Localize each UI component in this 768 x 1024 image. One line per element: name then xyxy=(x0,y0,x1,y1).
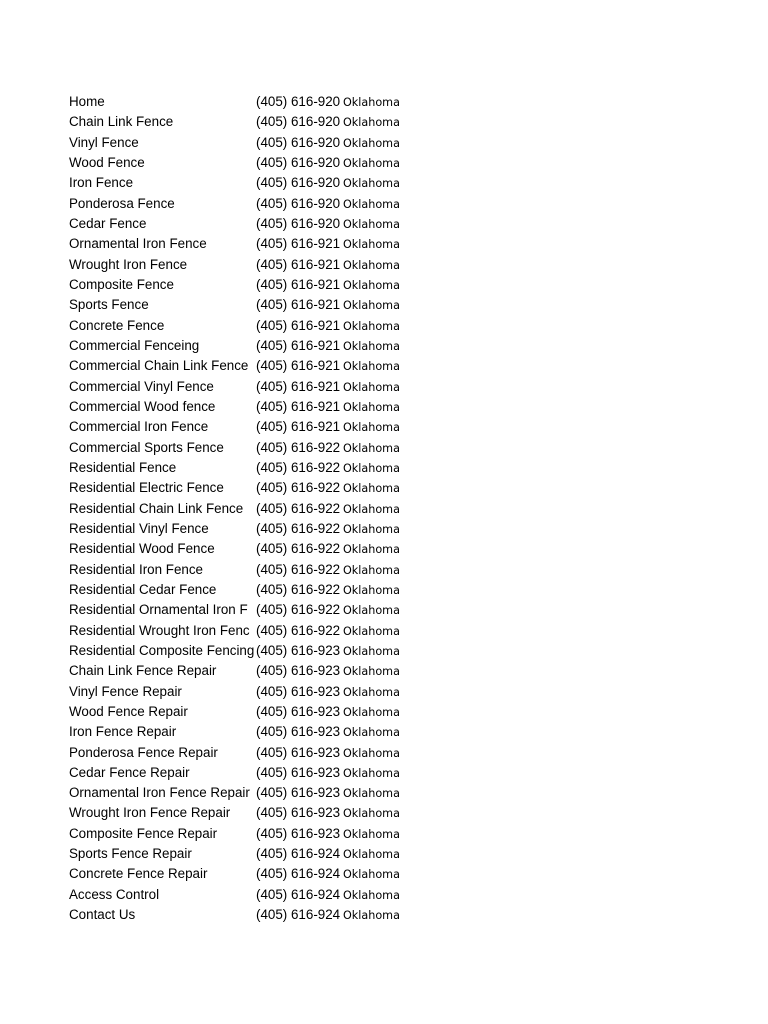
phone-cell: (405) 616-921 xyxy=(256,398,341,414)
service-name-cell: Ponderosa Fence Repair xyxy=(69,744,218,760)
phone-cell: (405) 616-922 xyxy=(256,500,341,516)
phone-cell: (405) 616-922 xyxy=(256,520,341,536)
state-cell: Oklahoma xyxy=(343,197,400,211)
service-name-cell: Cedar Fence xyxy=(69,215,147,231)
phone-cell: (405) 616-922 xyxy=(256,480,341,496)
phone-cell: (405) 616-923 xyxy=(256,724,341,740)
service-name-cell: Wrought Iron Fence xyxy=(69,256,188,272)
phone-cell: (405) 616-922 xyxy=(256,602,341,618)
state-cell: Oklahoma xyxy=(343,461,400,475)
phone-cell: (405) 616-923 xyxy=(256,825,341,841)
service-name-cell: Residential Iron Fence xyxy=(69,561,203,577)
table-row xyxy=(69,885,413,905)
table-row xyxy=(69,153,413,173)
service-name-cell: Cedar Fence Repair xyxy=(69,764,190,780)
table-row xyxy=(69,743,413,763)
service-name-cell: Iron Fence Repair xyxy=(69,724,177,740)
table-row xyxy=(69,478,413,498)
state-cell: Oklahoma xyxy=(343,299,400,313)
state-cell: Oklahoma xyxy=(343,787,400,801)
service-name-cell: Residential Chain Link Fence xyxy=(69,500,244,516)
service-name-cell: Residential Fence xyxy=(69,459,177,475)
phone-cell: (405) 616-923 xyxy=(256,663,341,679)
state-cell: Oklahoma xyxy=(343,644,400,658)
state-cell: Oklahoma xyxy=(343,482,400,496)
state-cell: Oklahoma xyxy=(343,807,400,821)
table-row xyxy=(69,133,413,153)
phone-cell: (405) 616-921 xyxy=(256,378,341,394)
state-cell: Oklahoma xyxy=(343,177,400,191)
service-name-cell: Wood Fence xyxy=(69,154,145,170)
phone-cell: (405) 616-921 xyxy=(256,236,341,252)
service-name-cell: Residential Cedar Fence xyxy=(69,581,217,597)
table-row xyxy=(69,763,413,783)
phone-cell: (405) 616-923 xyxy=(256,805,341,821)
phone-cell: (405) 616-921 xyxy=(256,317,341,333)
service-name-cell: Vinyl Fence Repair xyxy=(69,683,182,699)
table-row xyxy=(69,641,413,661)
service-name-cell: Sports Fence xyxy=(69,297,149,313)
state-cell: Oklahoma xyxy=(343,909,400,923)
state-cell: Oklahoma xyxy=(343,380,400,394)
phone-cell: (405) 616-923 xyxy=(256,642,341,658)
state-cell: Oklahoma xyxy=(343,827,400,841)
service-name-cell: Ornamental Iron Fence Repair xyxy=(69,785,250,801)
service-name-cell: Vinyl Fence xyxy=(69,134,139,150)
phone-cell: (405) 616-924 xyxy=(256,907,341,923)
state-cell: Oklahoma xyxy=(343,441,400,455)
table-row xyxy=(69,844,413,864)
service-name-cell: Wrought Iron Fence Repair xyxy=(69,805,231,821)
service-name-cell: Concrete Fence xyxy=(69,317,165,333)
table-row xyxy=(69,356,413,376)
service-name-cell: Home xyxy=(69,94,105,109)
state-cell: Oklahoma xyxy=(343,563,400,577)
state-cell: Oklahoma xyxy=(343,685,400,699)
service-name-cell: Commercial Iron Fence xyxy=(69,419,209,435)
service-name-cell: Residential Vinyl Fence xyxy=(69,520,209,536)
service-name-cell: Composite Fence Repair xyxy=(69,825,218,841)
state-cell: Oklahoma xyxy=(343,156,400,170)
phone-cell: (405) 616-921 xyxy=(256,256,341,272)
phone-cell: (405) 616-922 xyxy=(256,439,341,455)
table-row xyxy=(69,316,413,336)
table-row xyxy=(69,580,413,600)
table-row xyxy=(69,194,413,214)
service-name-cell: Chain Link Fence Repair xyxy=(69,663,217,679)
phone-cell: (405) 616-922 xyxy=(256,459,341,475)
state-cell: Oklahoma xyxy=(343,502,400,516)
service-name-cell: Residential Composite Fencing xyxy=(69,642,255,658)
state-cell: Oklahoma xyxy=(343,96,400,109)
service-name-cell: Commercial Vinyl Fence xyxy=(69,378,214,394)
table-row xyxy=(69,417,413,437)
table-row xyxy=(69,560,413,580)
state-cell: Oklahoma xyxy=(343,604,400,618)
phone-cell: (405) 616-923 xyxy=(256,683,341,699)
service-name-cell: Wood Fence Repair xyxy=(69,703,188,719)
table-row xyxy=(69,397,413,417)
service-name-cell: Commercial Fenceing xyxy=(69,337,200,353)
state-cell: Oklahoma xyxy=(343,319,400,333)
phone-cell: (405) 616-920 xyxy=(256,175,341,191)
table-row xyxy=(69,905,413,925)
phone-cell: (405) 616-922 xyxy=(256,541,341,557)
state-cell: Oklahoma xyxy=(343,522,400,536)
table-row xyxy=(69,214,413,234)
state-cell: Oklahoma xyxy=(343,848,400,862)
service-name-cell: Composite Fence xyxy=(69,276,174,292)
table-row xyxy=(69,336,413,356)
service-name-cell: Commercial Sports Fence xyxy=(69,439,224,455)
table-row xyxy=(69,255,413,275)
table-row xyxy=(69,173,413,193)
table-row xyxy=(69,275,413,295)
state-cell: Oklahoma xyxy=(343,136,400,150)
service-name-cell: Concrete Fence Repair xyxy=(69,866,208,882)
service-name-cell: Access Control xyxy=(69,886,160,902)
phone-cell: (405) 616-922 xyxy=(256,561,341,577)
table-row xyxy=(69,539,413,559)
service-name-cell: Chain Link Fence xyxy=(69,114,174,130)
service-name-cell: Residential Ornamental Iron F xyxy=(69,602,248,618)
table-row xyxy=(69,621,413,641)
service-name-cell: Ponderosa Fence xyxy=(69,195,175,211)
table-row xyxy=(69,783,413,803)
state-cell: Oklahoma xyxy=(343,746,400,760)
service-name-cell: Commercial Wood fence xyxy=(69,398,216,414)
state-cell: Oklahoma xyxy=(343,888,400,902)
table-row xyxy=(69,682,413,702)
phone-cell: (405) 616-920 xyxy=(256,114,341,130)
state-cell: Oklahoma xyxy=(343,868,400,882)
table-row xyxy=(69,864,413,884)
state-cell: Oklahoma xyxy=(343,543,400,557)
state-cell: Oklahoma xyxy=(343,766,400,780)
phone-cell: (405) 616-924 xyxy=(256,846,341,862)
phone-cell: (405) 616-922 xyxy=(256,581,341,597)
state-cell: Oklahoma xyxy=(343,665,400,679)
table-row xyxy=(69,92,413,112)
state-cell: Oklahoma xyxy=(343,278,400,292)
service-name-cell: Residential Wood Fence xyxy=(69,541,215,557)
table-row xyxy=(69,112,413,132)
state-cell: Oklahoma xyxy=(343,258,400,272)
table-row xyxy=(69,438,413,458)
table-row xyxy=(69,600,413,620)
phone-cell: (405) 616-921 xyxy=(256,419,341,435)
service-name-cell: Sports Fence Repair xyxy=(69,846,192,862)
state-cell: Oklahoma xyxy=(343,624,400,638)
table-row xyxy=(69,702,413,722)
phone-cell: (405) 616-924 xyxy=(256,886,341,902)
table-row xyxy=(69,377,413,397)
service-name-cell: Residential Electric Fence xyxy=(69,480,224,496)
service-name-cell: Residential Wrought Iron Fenc xyxy=(69,622,250,638)
table-row xyxy=(69,499,413,519)
state-cell: Oklahoma xyxy=(343,339,400,353)
table-row xyxy=(69,295,413,315)
phone-cell: (405) 616-920 xyxy=(256,154,341,170)
state-cell: Oklahoma xyxy=(343,238,400,252)
state-cell: Oklahoma xyxy=(343,583,400,597)
phone-cell: (405) 616-921 xyxy=(256,337,341,353)
phone-cell: (405) 616-922 xyxy=(256,622,341,638)
phone-cell: (405) 616-920 xyxy=(256,195,341,211)
table-row xyxy=(69,824,413,844)
phone-cell: (405) 616-923 xyxy=(256,703,341,719)
table-row xyxy=(69,519,413,539)
state-cell: Oklahoma xyxy=(343,116,400,130)
state-cell: Oklahoma xyxy=(343,217,400,231)
state-cell: Oklahoma xyxy=(343,400,400,414)
fence-services-table xyxy=(69,92,413,925)
table-row xyxy=(69,458,413,478)
phone-cell: (405) 616-921 xyxy=(256,276,341,292)
service-name-cell: Contact Us xyxy=(69,907,136,923)
table-row xyxy=(69,661,413,681)
phone-cell: (405) 616-923 xyxy=(256,764,341,780)
service-name-cell: Iron Fence xyxy=(69,175,134,191)
table-row xyxy=(69,803,413,823)
phone-cell: (405) 616-920 xyxy=(256,215,341,231)
table-row xyxy=(69,722,413,742)
phone-cell: (405) 616-924 xyxy=(256,866,341,882)
phone-cell: (405) 616-920 xyxy=(256,94,341,109)
state-cell: Oklahoma xyxy=(343,360,400,374)
phone-cell: (405) 616-921 xyxy=(256,358,341,374)
state-cell: Oklahoma xyxy=(343,421,400,435)
state-cell: Oklahoma xyxy=(343,705,400,719)
table-row xyxy=(69,234,413,254)
phone-cell: (405) 616-923 xyxy=(256,785,341,801)
phone-cell: (405) 616-921 xyxy=(256,297,341,313)
service-name-cell: Ornamental Iron Fence xyxy=(69,236,207,252)
phone-cell: (405) 616-920 xyxy=(256,134,341,150)
service-name-cell: Commercial Chain Link Fence xyxy=(69,358,249,374)
phone-cell: (405) 616-923 xyxy=(256,744,341,760)
state-cell: Oklahoma xyxy=(343,726,400,740)
